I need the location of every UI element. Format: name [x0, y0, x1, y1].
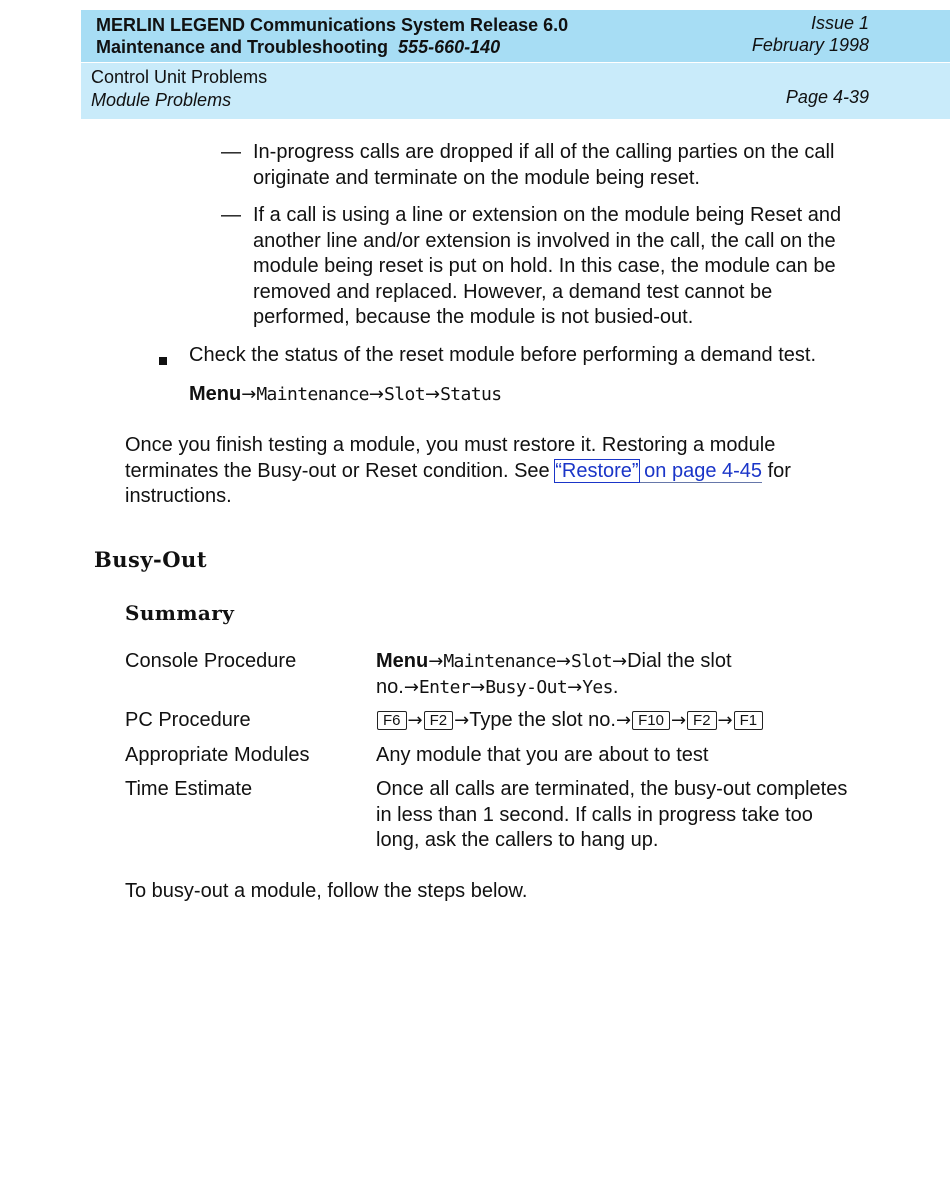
- bullet-square: [159, 352, 167, 370]
- restore-text: for: [762, 459, 791, 482]
- doc-subtitle: [96, 36, 500, 58]
- dash-item-line: In-progress calls are dropped if all of the calling parties on the call: [253, 141, 835, 163]
- summary-value-console-cont: [376, 675, 618, 701]
- arrow-icon: →: [424, 384, 441, 405]
- section-title: Module Problems: [91, 90, 232, 110]
- menu-maintenance: Maintenance: [256, 384, 369, 405]
- summary-value-time-line: in less than 1 second. If calls in progress take too: [376, 803, 813, 826]
- summary-label-modules: Appropriate Modules: [125, 744, 310, 766]
- issue-date: February 1998: [751, 35, 869, 55]
- page-number: Page 4-39: [785, 87, 869, 107]
- arrow-icon: →: [555, 651, 572, 672]
- dash-item-line: If a call is using a line or extension on the module being Reset and: [253, 204, 842, 226]
- arrow-icon: →: [454, 710, 470, 731]
- console-no-text: no.: [376, 675, 404, 698]
- summary-value-time-line: Once all calls are terminated, the busy-out completes: [376, 778, 848, 800]
- arrow-icon: →: [567, 676, 583, 698]
- arrow-icon: →: [403, 676, 419, 698]
- arrow-icon: →: [241, 384, 257, 405]
- f10-key-icon: F10: [632, 711, 670, 730]
- arrow-icon: →: [717, 710, 733, 731]
- restore-link-page[interactable]: on page 4-45: [638, 459, 763, 482]
- restore-paragraph-line: instructions.: [125, 485, 232, 507]
- menu-slot: Slot: [384, 384, 425, 405]
- summary-value-modules: Any module that you are about to test: [376, 744, 709, 766]
- f2-key-icon: F2: [424, 711, 454, 730]
- dash-item-line: module being reset is put on hold. In this case, the module can be: [253, 255, 836, 277]
- doc-number: 555-660-140: [398, 37, 501, 57]
- restore-paragraph-line: Once you finish testing a module, you must restore it. Restoring a module: [125, 434, 776, 456]
- summary-label-console: Console Procedure: [125, 650, 297, 672]
- menu-enter: Enter: [418, 676, 471, 698]
- dash-item-line: performed, because the module is not busied-out.: [253, 306, 694, 328]
- issue-label: Issue 1: [810, 13, 869, 33]
- restore-text: terminates the Busy-out or Reset condition. See: [125, 459, 556, 482]
- summary-label-time: Time Estimate: [125, 778, 253, 800]
- dash-marker: —: [221, 204, 241, 226]
- pc-type-text: Type the slot no.: [469, 709, 616, 731]
- bullet-item: Check the status of the reset module before performing a demand test.: [189, 344, 817, 366]
- period: .: [612, 675, 619, 698]
- subsection-heading: Summary: [125, 601, 235, 625]
- menu-busy-out: Busy-Out: [485, 676, 568, 698]
- restore-paragraph-line: [125, 459, 791, 485]
- arrow-icon: →: [615, 710, 632, 731]
- arrow-icon: →: [428, 651, 444, 672]
- f6-key-icon: F6: [377, 711, 407, 730]
- summary-label-pc: PC Procedure: [125, 709, 251, 731]
- menu-keyword: Menu: [376, 650, 429, 672]
- summary-value-console: [376, 649, 732, 675]
- restore-link[interactable]: [555, 460, 762, 483]
- console-dial-text: Dial the slot: [627, 650, 732, 672]
- dash-item-line: originate and terminate on the module being reset.: [253, 166, 700, 189]
- f2-key-icon: F2: [687, 711, 717, 730]
- arrow-icon: →: [611, 651, 628, 672]
- chapter-title: Control Unit Problems: [91, 67, 268, 87]
- dash-item-line: removed and replaced. However, a demand test cannot be: [253, 280, 773, 303]
- closing-paragraph: To busy-out a module, follow the steps below.: [125, 880, 528, 902]
- dash-item-line: another line and/or extension is involved in the call, the call on the: [253, 229, 836, 252]
- menu-yes: Yes: [582, 676, 613, 698]
- dash-marker: —: [221, 141, 241, 163]
- arrow-icon: →: [407, 710, 423, 731]
- arrow-icon: →: [470, 676, 486, 698]
- summary-value-time-line: long, ask the callers to hang up.: [376, 829, 659, 851]
- restore-link-title[interactable]: “Restore”: [555, 459, 639, 482]
- menu-slot: Slot: [571, 651, 612, 672]
- doc-title: MERLIN LEGEND Communications System Release 6.0: [96, 15, 569, 35]
- arrow-icon: →: [670, 710, 687, 731]
- arrow-icon: →: [368, 384, 385, 405]
- menu-status: Status: [440, 384, 502, 405]
- f1-key-icon: F1: [734, 711, 764, 730]
- menu-path: [189, 382, 501, 408]
- menu-maintenance: Maintenance: [443, 651, 556, 672]
- menu-keyword: Menu: [189, 383, 242, 405]
- doc-subtitle-text: Maintenance and Troubleshooting: [96, 37, 389, 57]
- summary-value-pc: [376, 708, 764, 734]
- section-heading: Busy-Out: [94, 547, 208, 572]
